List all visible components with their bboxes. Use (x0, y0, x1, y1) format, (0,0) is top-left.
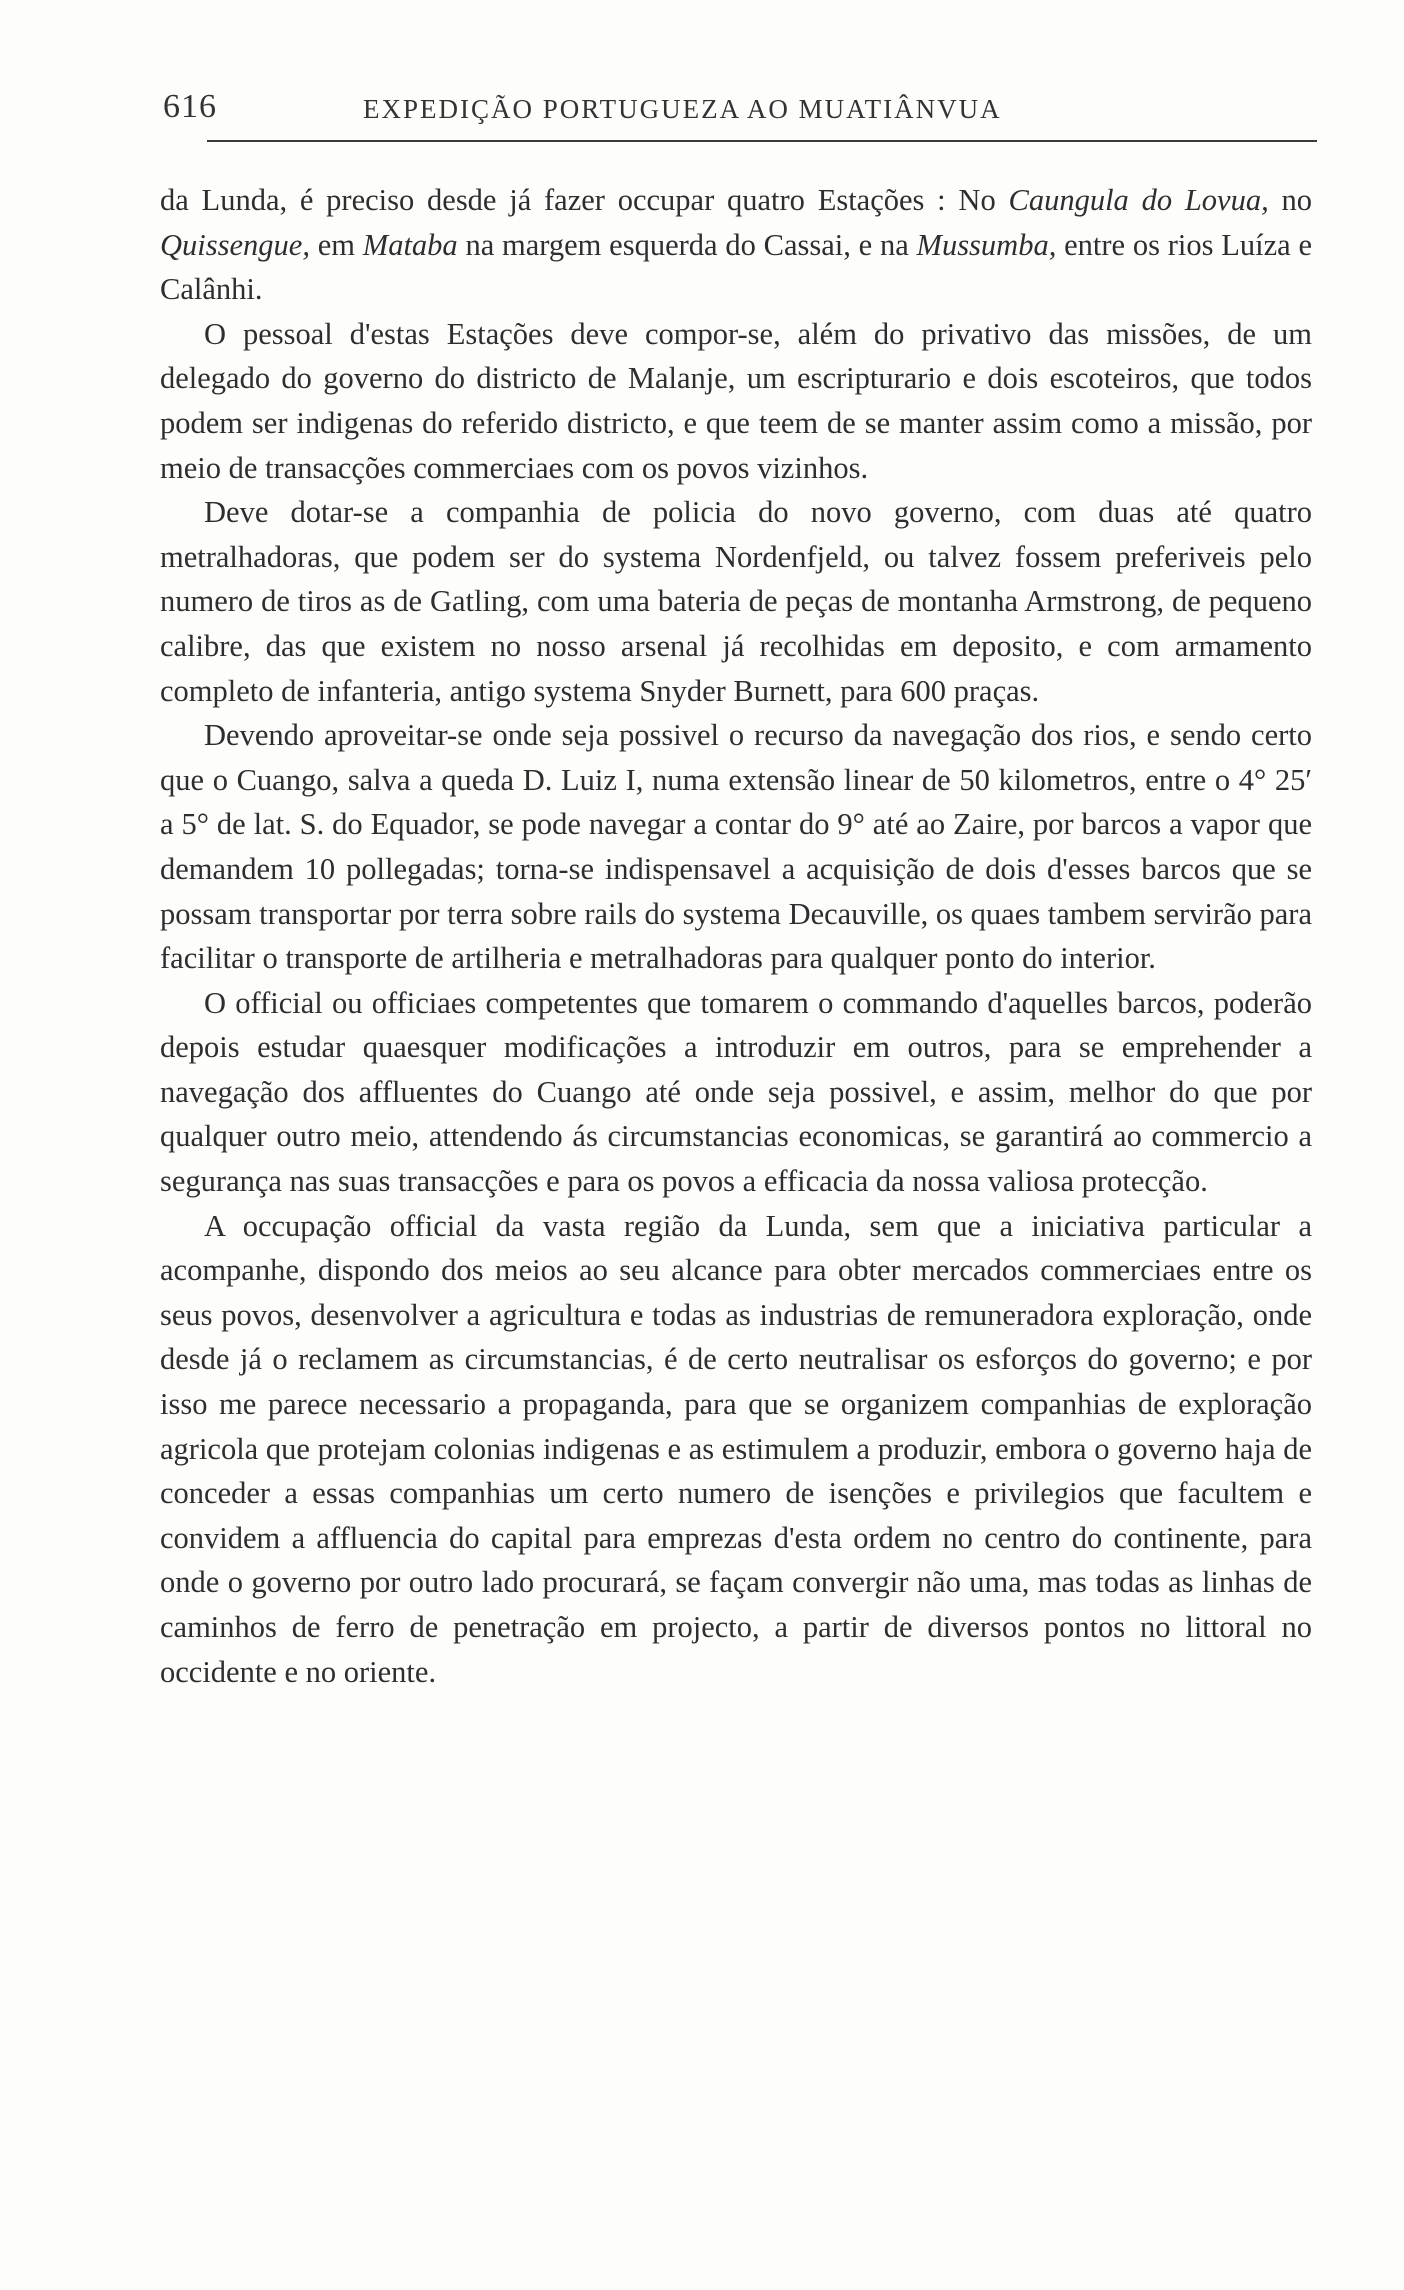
text-run: O pessoal d'estas Estações deve compor-se, além do privativo das missões, de um delegado do governo do districto de Malanje, um escripturario e dois escoteiros, que todos podem ser indigenas do referido districto, e que teem de se manter assim como a missão, por meio de transacções commerciaes com os povos vizinhos. (160, 316, 1312, 485)
place-name: Quissengue, (160, 227, 310, 262)
text-run: A occupação official da vasta região da Lunda, sem que a iniciativa particular a acompanhe, dispondo dos meios ao seu alcance para obter mercados commerciaes entre os seus povos, desenvolver a agricultura e todas as industrias de remuneradora exploração, onde desde já o reclamem as circumstancias, é de certo neutralisar os esforços do governo; e por isso me parece necessario a propaganda, para que se organizem companhias de exploração agricola que protejam colonias indigenas e as estimulem a produzir, embora o governo haja de conceder a essas companhias um certo numero de isenções e privilegios que facultem e convidem a affluencia do capital para emprezas d'esta ordem no centro do continente, para onde o governo por outro lado procurará, se façam convergir não uma, mas todas as linhas de caminhos de ferro de penetração em projecto, a partir de diversos pontos no littoral no occidente e no oriente. (160, 1208, 1312, 1689)
header-rule (207, 140, 1317, 142)
text-run: Deve dotar-se a companhia de policia do novo governo, com duas até quatro metralhadoras, que podem ser do systema Nordenfjeld, ou talvez fossem preferiveis pelo numero de tiros as de Gatling, com uma bateria de peças de montanha Armstrong, de pequeno calibre, das que existem no nosso arsenal já recolhidas em deposito, e com armamento completo de infanteria, antigo systema Snyder Burnett, para 600 praças. (160, 495, 1312, 708)
running-title: EXPEDIÇÃO PORTUGUEZA AO MUATIÂNVUA (363, 94, 1002, 124)
paragraph (160, 981, 1312, 1204)
paragraph (160, 490, 1312, 713)
place-name: Caungula do Lovua, (1008, 183, 1269, 217)
paragraph (160, 178, 1312, 312)
body-text (160, 178, 1312, 1694)
text-run: em (309, 227, 363, 262)
text-run: O official ou officiaes competentes que tomarem o commando d'aquelles barcos, poderão depois estudar quaesquer modificações a introduzir em outros, para se emprehender a navegação dos affluentes do Cuango até onde seja possivel, e assim, melhor do que por qualquer outro meio, attendendo ás circumstancias economicas, se garantirá ao commercio a segurança nas suas transacções e para os povos a efficacia da nossa valiosa protecção. (160, 985, 1312, 1199)
text-run: da Lunda, é preciso desde já fazer occupar quatro Estações : No (160, 183, 1009, 217)
text-run: na margem esquerda do Cassai, e na (457, 227, 917, 262)
text-run: entre os rios Luíza e Calânhi. (160, 227, 1313, 307)
text-run: Devendo aproveitar-se onde seja possivel o recurso da navegação dos rios, e sendo certo que o Cuango, salva a queda D. Luiz I, numa extensão linear de 50 kilometros, entre o 4° 25′ a 5° de lat. S. do Equador, se pode navegar a contar do 9° até ao Zaire, por barcos a vapor que demandem 10 pollegadas; torna-se indispensavel a acquisição de dois d'esses barcos que se possam transportar por terra sobre rails do systema Decauville, os quaes tambem servirão para facilitar o transporte de artilheria e metralhadoras para qualquer ponto do interior. (160, 718, 1312, 976)
place-name: Mussumba, (916, 227, 1057, 262)
page-number: 616 (163, 88, 217, 125)
text-run: no (1268, 183, 1313, 217)
paragraph (160, 1204, 1312, 1695)
place-name: Mataba (362, 227, 458, 262)
paragraph (160, 312, 1312, 490)
running-head (163, 88, 1318, 140)
paragraph (160, 713, 1312, 981)
